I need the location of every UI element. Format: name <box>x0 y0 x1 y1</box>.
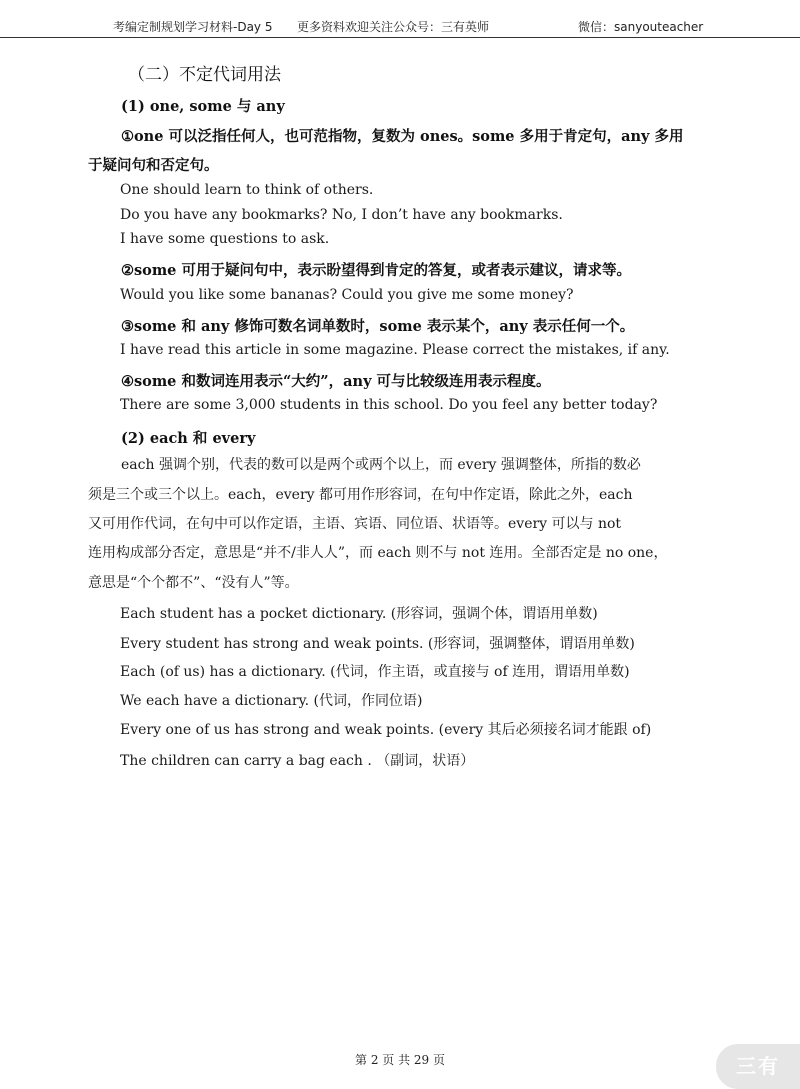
header-middle-text: 更多资料欢迎关注公众号：三有英师 <box>297 20 490 34</box>
part2-paragraph-line-5: 意思是“个个都不”、“没有人”等。 <box>88 575 299 591</box>
part1-example-3: I have some questions to ask. <box>120 231 330 247</box>
part2-heading: (2) each 和 every <box>121 430 256 447</box>
part2-example-3: Each (of us) has a dictionary. (代词，作主语，或直接与 of 连用，谓语用单数) <box>120 664 630 680</box>
part2-paragraph-line-1: each 强调个别，代表的数可以是两个或两个以上，而 every 强调整体，所指的数必 <box>121 457 641 473</box>
part1-example-1: One should learn to think of others. <box>120 182 374 198</box>
page-number-footer: 第 2 页 共 29 页 <box>355 1053 445 1067</box>
part1-rule4: ④some 和数词连用表示“大约”，any 可与比较级连用表示程度。 <box>121 373 551 390</box>
header-left-text: 考编定制规划学习材料-Day 5 <box>113 20 273 34</box>
part2-paragraph-line-3: 又可用作代词，在句中可以作定语，主语、宾语、同位语、状语等。every 可以与 not <box>88 516 622 532</box>
part2-example-1: Each student has a pocket dictionary. (形容词，强调个体，谓语用单数) <box>120 606 598 622</box>
part1-rule3: ③some 和 any 修饰可数名词单数时，some 表示某个，any 表示任何一个。 <box>121 318 635 335</box>
part1-rule1-line2: 于疑问句和否定句。 <box>88 157 219 174</box>
part2-example-5: Every one of us has strong and weak points. (every 其后必须接名词才能跟 of) <box>120 722 652 738</box>
part2-example-4: We each have a dictionary. (代词，作同位语) <box>120 693 423 709</box>
page-header <box>0 0 800 38</box>
part2-paragraph-line-2: 须是三个或三个以上。each，every 都可用作形容词，在句中作定语，除此之外，each <box>88 487 633 503</box>
part1-rule2: ②some 可用于疑问句中，表示盼望得到肯定的答复，或者表示建议，请求等。 <box>121 262 631 279</box>
part1-example-4: Would you like some bananas? Could you give me some money? <box>120 287 574 303</box>
part1-rule1-line1: ①one 可以泛指任何人，也可范指物，复数为 ones。some 多用于肯定句，any 多用 <box>121 128 684 145</box>
section-title: （二）不定代词用法 <box>128 65 281 85</box>
part1-heading: (1) one, some 与 any <box>121 98 285 115</box>
part1-example-5: I have read this article in some magazine. Please correct the mistakes, if any. <box>120 342 670 358</box>
part2-paragraph-line-4: 连用构成部分否定，意思是“并不/非人人”，而 each 则不与 not 连用。全部否定是 no one， <box>88 545 668 561</box>
part2-example-2: Every student has strong and weak points. (形容词，强调整体，谓语用单数) <box>120 636 635 652</box>
part1-example-6: There are some 3,000 students in this school. Do you feel any better today? <box>120 397 658 413</box>
header-right-text: 微信：sanyouteacher <box>578 20 704 34</box>
watermark-logo: 三有 <box>716 1044 800 1089</box>
part2-example-6: The children can carry a bag each . （副词，状语） <box>120 753 475 769</box>
part1-example-2: Do you have any bookmarks? No, I don’t have any bookmarks. <box>120 207 563 223</box>
